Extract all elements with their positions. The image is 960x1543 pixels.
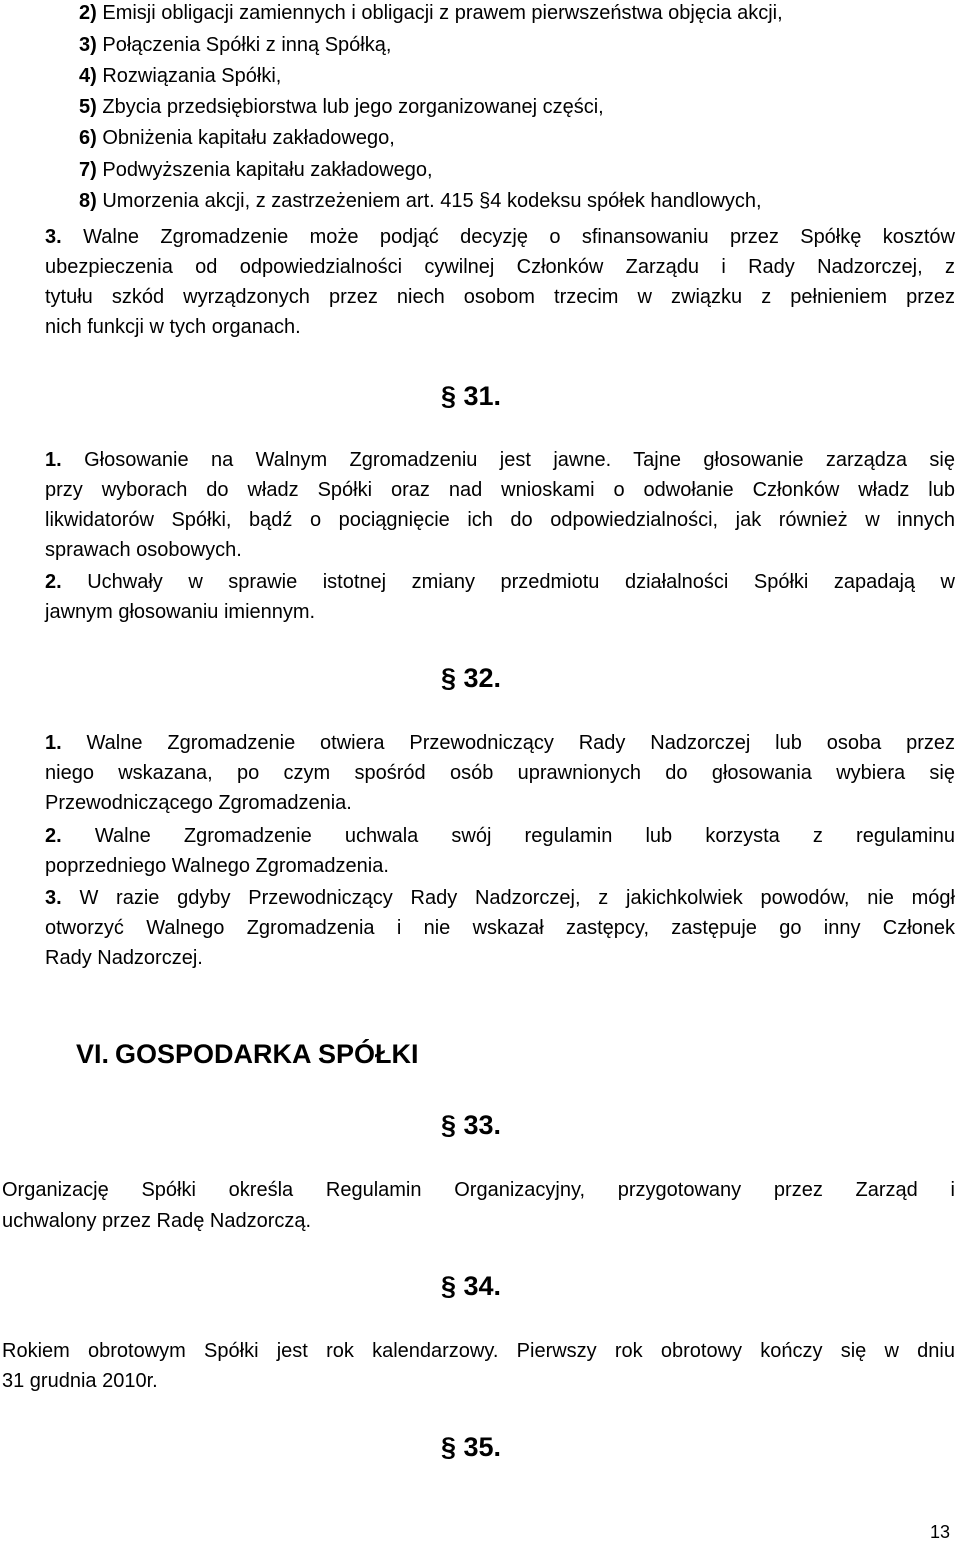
paragraph-line: 1. Głosowanie na Walnym Zgromadzeniu jest jawne. Tajne głosowanie zarządza się bbox=[45, 449, 955, 471]
paragraph-line: Organizację Spółki określa Regulamin Organizacyjny, przygotowany przez Zarząd i bbox=[2, 1179, 955, 1201]
list-item: 8) Umorzenia akcji, z zastrzeżeniem art. 415 §4 kodeksu spółek handlowych, bbox=[79, 190, 762, 212]
paragraph-line: ubezpieczenia od odpowiedzialności cywilnej Członków Zarządu i Rady Nadzorczej, z bbox=[45, 256, 955, 278]
list-item: 3) Połączenia Spółki z inną Spółką, bbox=[79, 34, 392, 56]
paragraph-line: nich funkcji w tych organach. bbox=[45, 316, 301, 338]
paragraph-line: 1. Walne Zgromadzenie otwiera Przewodniczący Rady Nadzorczej lub osoba przez bbox=[45, 732, 955, 754]
list-item: 4) Rozwiązania Spółki, bbox=[79, 65, 282, 87]
paragraph-line: Przewodniczącego Zgromadzenia. bbox=[45, 792, 352, 814]
list-item: 6) Obniżenia kapitału zakładowego, bbox=[79, 127, 395, 149]
paragraph-line: sprawach osobowych. bbox=[45, 539, 242, 561]
paragraph-line: 2. Walne Zgromadzenie uchwala swój regulamin lub korzysta z regulaminu bbox=[45, 825, 955, 847]
paragraph-line: otworzyć Walnego Zgromadzenia i nie wskazał zastępcy, zastępuje go inny Członek bbox=[45, 917, 955, 939]
list-item: 5) Zbycia przedsiębiorstwa lub jego zorganizowanej części, bbox=[79, 96, 604, 118]
section-heading: § 33. bbox=[441, 1110, 502, 1140]
paragraph-line: 2. Uchwały w sprawie istotnej zmiany przedmiotu działalności Spółki zapadają w bbox=[45, 571, 955, 593]
paragraph-line: Rady Nadzorczej. bbox=[45, 947, 203, 969]
paragraph-line: jawnym głosowaniu imiennym. bbox=[45, 601, 316, 623]
paragraph-line: niego wskazana, po czym spośród osób uprawnionych do głosowania wybiera się bbox=[45, 762, 955, 784]
paragraph-line: tytułu szkód wyrządzonych przez niech osobom trzecim w związku z pełnieniem przez bbox=[45, 286, 955, 308]
list-item: 2) Emisji obligacji zamiennych i obligacji z prawem pierwszeństwa objęcia akcji, bbox=[79, 2, 783, 24]
chapter-heading: VI. GOSPODARKA SPÓŁKI bbox=[76, 1039, 419, 1069]
section-heading: § 32. bbox=[441, 663, 502, 693]
section-heading: § 35. bbox=[441, 1432, 502, 1462]
paragraph-line: 31 grudnia 2010r. bbox=[2, 1370, 158, 1392]
paragraph-line: poprzedniego Walnego Zgromadzenia. bbox=[45, 855, 389, 877]
paragraph-line: likwidatorów Spółki, bądź o pociągnięcie ich do odpowiedzialności, jak również w innych bbox=[45, 509, 955, 531]
section-heading: § 34. bbox=[441, 1271, 502, 1301]
list-item: 7) Podwyższenia kapitału zakładowego, bbox=[79, 159, 433, 181]
page-number: 13 bbox=[930, 1522, 951, 1542]
paragraph-line: Rokiem obrotowym Spółki jest rok kalendarzowy. Pierwszy rok obrotowy kończy się w dniu bbox=[2, 1340, 955, 1362]
paragraph-line: przy wyborach do władz Spółki oraz nad wnioskami o odwołanie Członków władz lub bbox=[45, 479, 955, 501]
section-heading: § 31. bbox=[441, 381, 502, 411]
paragraph-line: 3. Walne Zgromadzenie może podjąć decyzję o sfinansowaniu przez Spółkę kosztów bbox=[45, 226, 955, 248]
paragraph-line: 3. W razie gdyby Przewodniczący Rady Nadzorczej, z jakichkolwiek powodów, nie mógł bbox=[45, 887, 955, 909]
paragraph-line: uchwalony przez Radę Nadzorczą. bbox=[2, 1210, 312, 1232]
